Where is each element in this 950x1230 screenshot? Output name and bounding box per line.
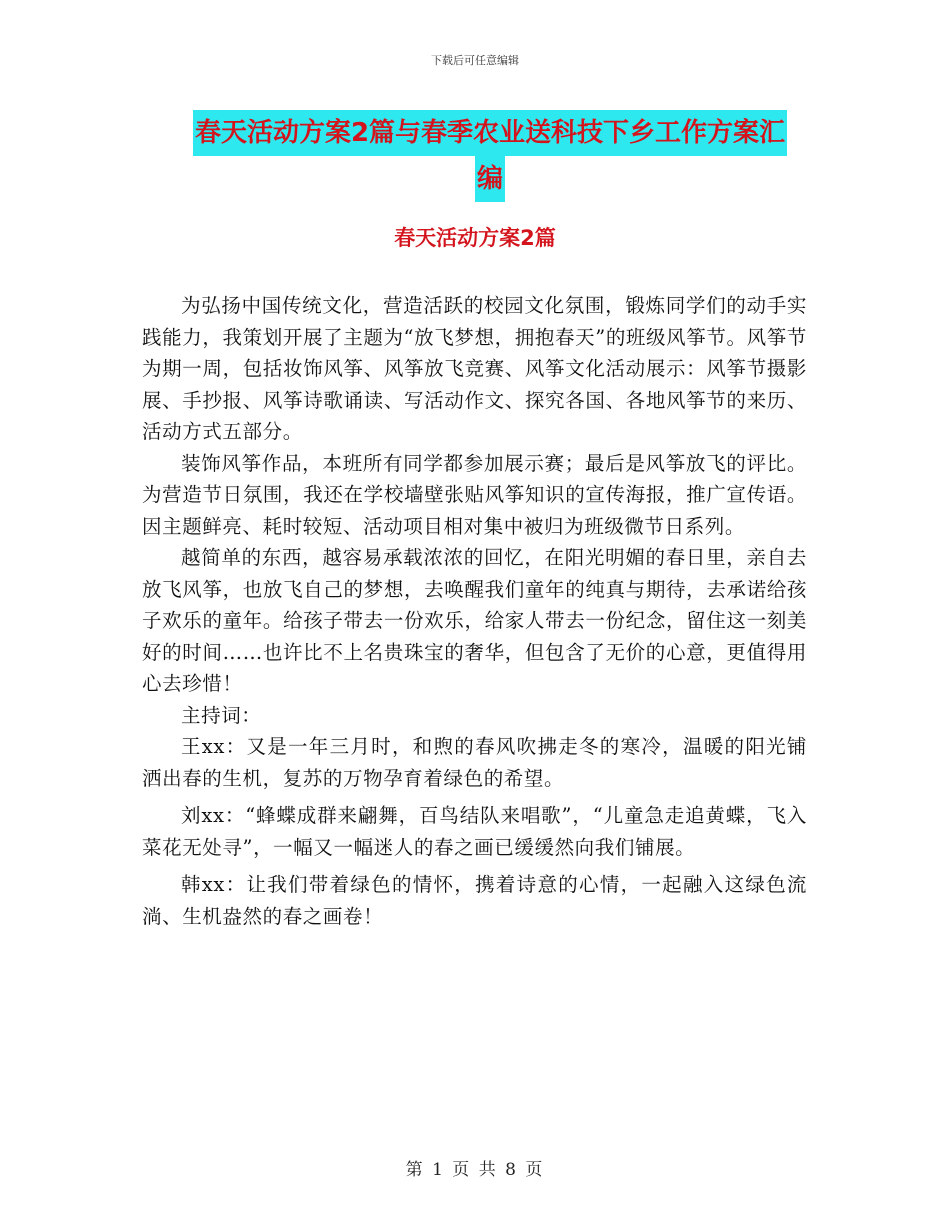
paragraph-memory: 越简单的东西，越容易承载浓浓的回忆，在阳光明媚的春日里，亲自去放飞风筝，也放飞自己的梦想，去唤醒我们童年的纯真与期待，去承诺给孩子欢乐的童年。给孩子带去一份欢乐，给家人带去一份纪念，留住这一刻美好的时间……也许比不上名贵珠宝的奢华，但包含了无价的心意，更值得用心去珍惜！ [142, 546, 807, 695]
paragraph-decorate: 装饰风筝作品，本班所有同学都参加展示赛；最后是风筝放飞的评比。为营造节日氛围，我还在学校墙壁张贴风筝知识的宣传海报，推广宣传语。因主题鲜亮、耗时较短、活动项目相对集中被归为班级微节日系列。 [142, 451, 807, 538]
document-body [142, 290, 807, 932]
paragraph-host-liu: 刘xx：“蜂蝶成群来翩舞，百鸟结队来唱歌”，“儿童急走追黄蝶，飞入菜花无处寻”，一幅又一幅迷人的春之画已缓缓然向我们铺展。 [142, 804, 807, 859]
paragraph-host-wang: 王xx：又是一年三月时，和煦的春风吹拂走冬的寒冷，温暖的阳光铺洒出春的生机，复苏的万物孕育着绿色的希望。 [142, 735, 807, 790]
page-footer: 第 1 页 共 8 页 [405, 1160, 545, 1180]
header-note: 下载后可任意编辑 [431, 54, 519, 67]
paragraph-intro: 为弘扬中国传统文化，营造活跃的校园文化氛围，锻炼同学们的动手实践能力，我策划开展了主题为“放飞梦想，拥抱春天”的班级风筝节。风筝节为期一周，包括妆饰风筝、风筝放飞竞赛、风筝文化活动展示：风筝节摄影展、手抄报、风筝诗歌诵读、写活动作文、探究各国、各地风筝节的来历、活动方式五部分。 [142, 294, 807, 443]
paragraph-host-words-heading: 主持词： [181, 703, 262, 727]
document-title [170, 110, 810, 202]
paragraph-host-han: 韩xx：让我们带着绿色的情怀，携着诗意的心情，一起融入这绿色流淌、生机盎然的春之画卷！ [142, 873, 807, 928]
section-title: 春天活动方案2篇 [394, 226, 556, 250]
document-title-line-1: 春天活动方案2篇与春季农业送科技下乡工作方案汇 [193, 110, 787, 156]
document-title-line-2: 编 [475, 156, 505, 202]
